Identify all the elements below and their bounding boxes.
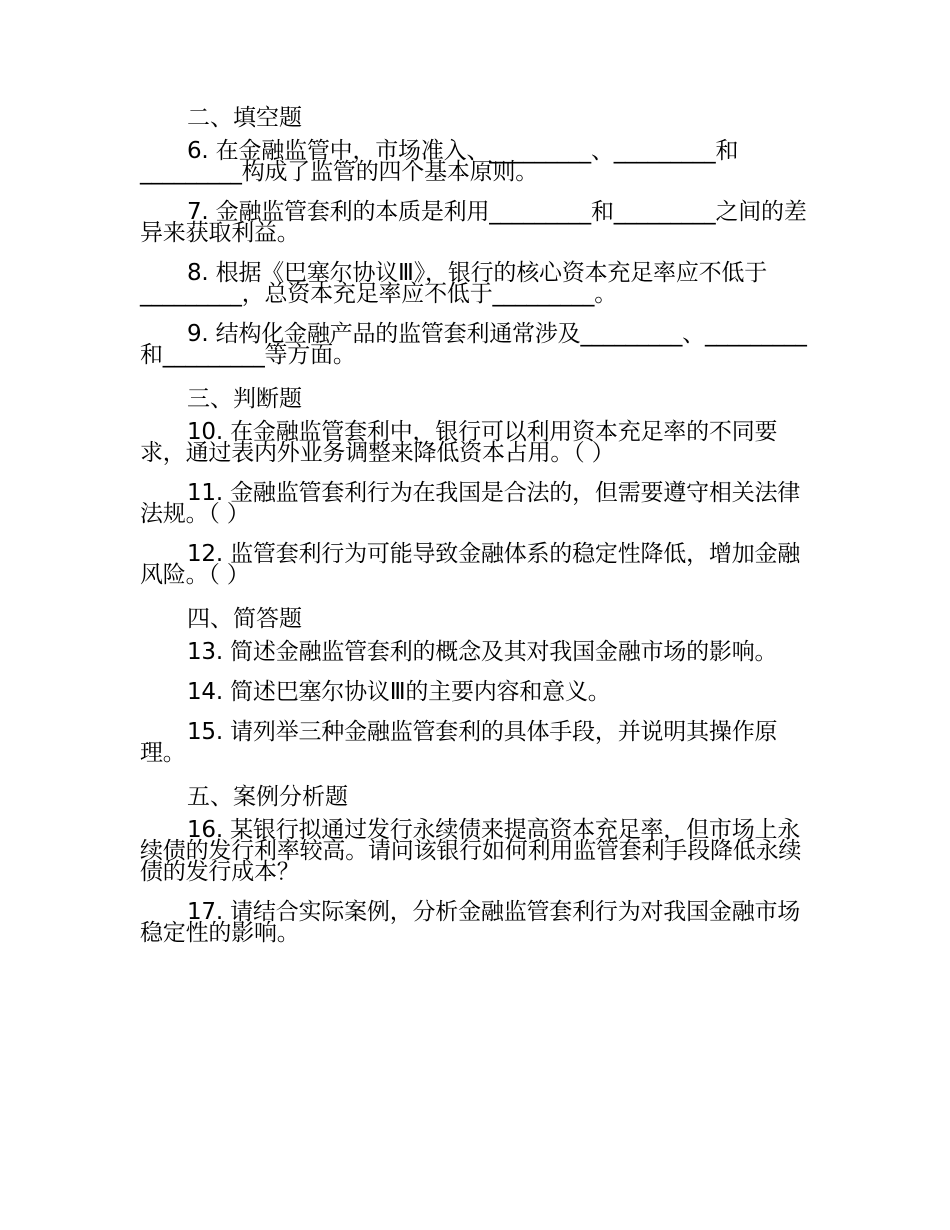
question-10: 10. 在金融监管套利中，银行可以利用资本充足率的不同要求，通过表内外业务调整来降低资本占用。（ ） (140, 419, 778, 466)
question-8: 8. 根据《巴塞尔协议Ⅲ》，银行的核心资本充足率应不低于_________，总资本充足率应不低于_________。 (140, 260, 768, 307)
question-9: 9. 结构化金融产品的监管套利通常涉及_________、_________和_________等方面。 (140, 321, 807, 368)
question-15: 15. 请列举三种金融监管套利的具体手段，并说明其操作原理。 (140, 719, 778, 766)
section-heading-true-false: 三、判断题 (187, 386, 302, 412)
question-6: 6. 在金融监管中，市场准入、_________、_________和_________构成了监管的四个基本原则。 (140, 138, 739, 185)
section-heading-short-answer: 四、简答题 (187, 606, 302, 632)
section-heading-fill-blank: 二、填空题 (187, 105, 302, 131)
document-body (140, 104, 812, 963)
section-heading-case-analysis: 五、案例分析题 (187, 784, 348, 810)
question-11: 11. 金融监管套利行为在我国是合法的，但需要遵守相关法律法规。（ ） (140, 480, 801, 527)
question-16: 16. 某银行拟通过发行永续债来提高资本充足率，但市场上永续债的发行利率较高。请问该银行如何利用监管套利手段降低永续债的发行成本？ (140, 817, 802, 885)
question-7: 7. 金融监管套利的本质是利用_________和_________之间的差异来获取利益。 (140, 199, 807, 246)
question-14: 14. 简述巴塞尔协议Ⅲ的主要内容和意义。 (187, 679, 611, 705)
question-13: 13. 简述金融监管套利的概念及其对我国金融市场的影响。 (187, 639, 778, 665)
question-12: 12. 监管套利行为可能导致金融体系的稳定性降低，增加金融风险。（ ） (140, 541, 801, 588)
question-17: 17. 请结合实际案例，分析金融监管套利行为对我国金融市场稳定性的影响。 (140, 899, 801, 946)
